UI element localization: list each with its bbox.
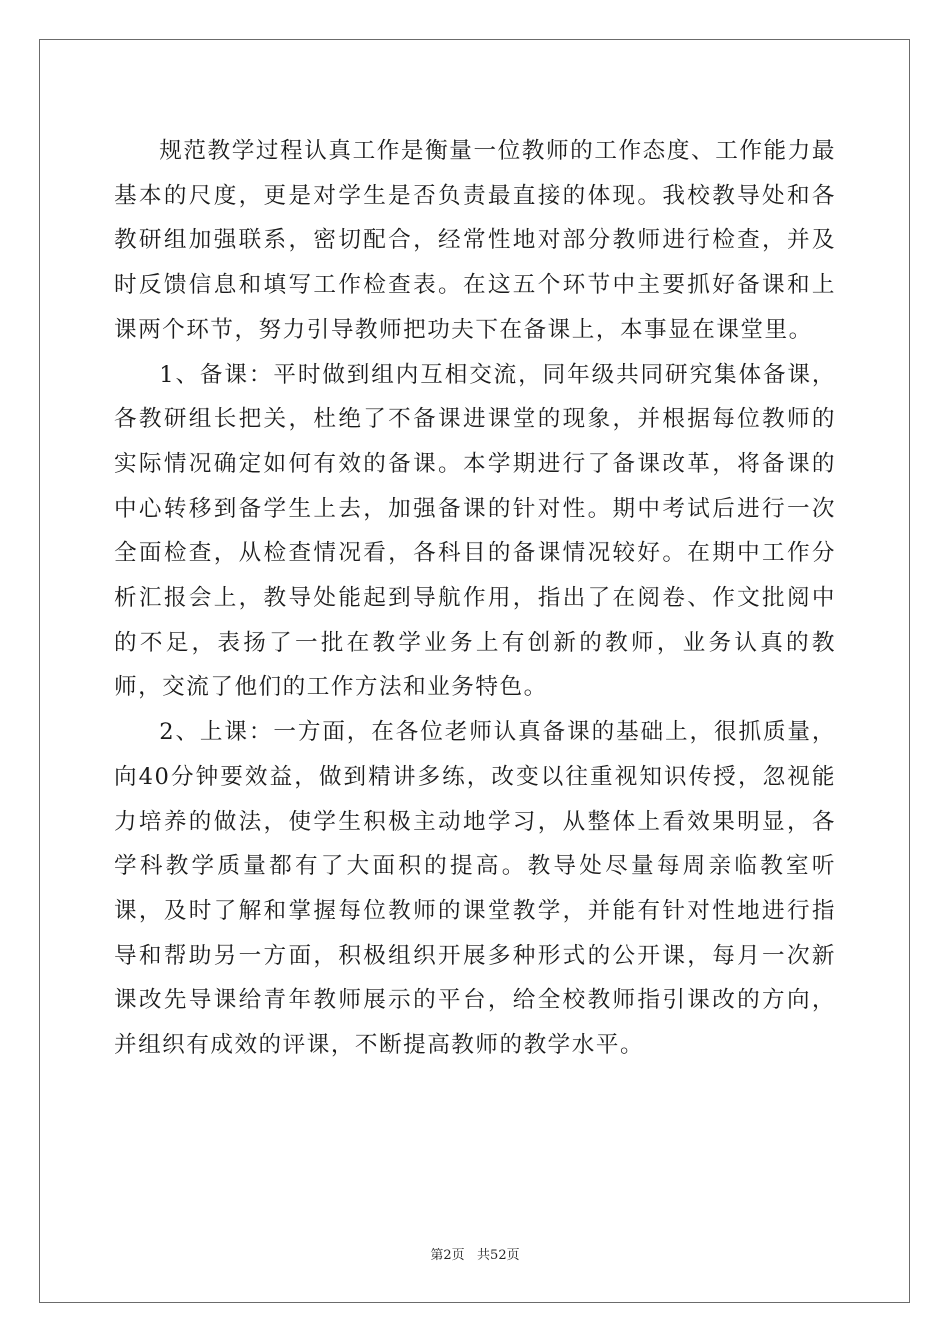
page-number-footer: 第2页 共52页 (430, 1248, 520, 1263)
paragraph-lesson-prep: 1、备课：平时做到组内互相交流，同年级共同研究集体备课，各教研组长把关，杜绝了不备课进课堂的现象，并根据每位教师的实际情况确定如何有效的备课。本学期进行了备课改革，将备课的中心转移到备学生上去，加强备课的针对性。期中考试后进行一次全面检查，从检查情况看，各科目的备课情况较好。在期中工作分析汇报会上，教导处能起到导航作用，指出了在阅卷、作文批阅中的不足，表扬了一批在教学业务上有创新的教师，业务认真的教师，交流了他们的工作方法和业务特色。 (114, 361, 836, 701)
paragraph-teaching: 2、上课：一方面，在各位老师认真备课的基础上，很抓质量，向40分钟要效益，做到精讲多练，改变以往重视知识传授，忽视能力培养的做法，使学生积极主动地学习，从整体上看效果明显，各学科教学质量都有了大面积的提高。教导处尽量每周亲临教室听课，及时了解和掌握每位教师的课堂教学，并能有针对性地进行指导和帮助另一方面，积极组织开展多种形式的公开课，每月一次新课改先导课给青年教师展示的平台，给全校教师指引课改的方向，并组织有成效的评课，不断提高教师的教学水平。 (114, 719, 836, 1059)
document-body (114, 129, 836, 1068)
paragraph-intro: 规范教学过程认真工作是衡量一位教师的工作态度、工作能力最基本的尺度，更是对学生是否负责最直接的体现。我校教导处和各教研组加强联系，密切配合，经常性地对部分教师进行检查，并及时反馈信息和填写工作检查表。在这五个环节中主要抓好备课和上课两个环节，努力引导教师把功夫下在备课上，本事显在课堂里。 (114, 138, 836, 343)
